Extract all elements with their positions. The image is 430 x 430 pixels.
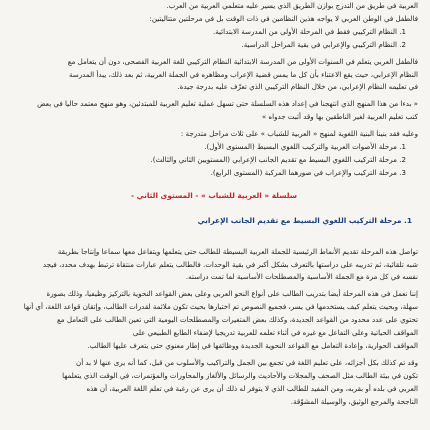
list-item: 1. مرحلة الأصوات العربية والتركيب اللغوي البسيط (المستوى الأول).: [204, 142, 406, 152]
paragraph-line: تواصل هذه المرحلة تقديم الأنماط الرئيسية للجملة العربية البسيطة للطالب حتى يتعلمها ويتفاعل معها سماعا وإنتاجا بطريقة: [57, 246, 418, 256]
paragraph-line: نفسه في كل مرة مع الجملة الأساسية والمصطلحات الأساسية لما تمت دراسته.: [185, 272, 418, 282]
paragraph-line: تحتوي على عدد محدود من القواعد الجديدة، وكذلك بعض المتغيرات والمصطلحات اليومية التي تعين الطالب على التعامل مع: [57, 315, 418, 325]
paragraph-line: في تعليمه النظام الإعرابي، من خلال النظام التركيبي الذي تعرّف عليه بدرجة جيدة.: [177, 82, 418, 92]
paragraph-line: تكون في بيئة الطالب مثل الصحف والمجلات والأحاديث والرسائل والألغاز والمحاورات والمؤتمرات، في الوقت الذي يتعلمها: [62, 370, 418, 380]
quote-paragraph: [10, 98, 418, 124]
paragraph: [10, 246, 418, 285]
paragraph-line: وقد تم كذلك بكل أجزائه، على تعليم اللغة في تجمع بين الجمل والتراكيب والأسلوب من قبل، كما أنه يرى عنها لا بد أن: [76, 357, 418, 367]
intro-line: فالطفل في الوطن العربي لا يواجه هذين النظامين في ذات الوقت بل في مرحلتين متتاليتين:: [149, 13, 418, 23]
paragraph: [10, 288, 418, 353]
stages-list-a: [10, 26, 418, 52]
intro-block: [10, 0, 418, 26]
paragraph-line: « بدءا من هذا المنهج الذي انتهجنا في إعداد هذه السلسلة حتى تسهل عملية تعليم العربية للمبتدئين، وهو منهج معتمد حاليا في بعض: [37, 99, 418, 109]
list-item: 2. مرحلة التركيب اللغوي البسيط مع تقديم الجانب الإعرابي (المستويين الثاني والثالث).: [150, 154, 406, 164]
list-item: 3. مرحلة التركيب والإعراب في صورهما المركبة (المستوى الرابع).: [210, 167, 406, 177]
paragraph-line: شبه تلقائية، ثم تدريبه على دراستها بالتعرف بشكل أكبر في بقية الوحدات. فالطالب يتعلم عبارات منتقاة ترتبط بهدف محدد، فيجد: [42, 259, 418, 269]
paragraph-line: سهلة، وبحيث يتعلم كيف يستخدمها في يسر، فجميع النصوص تم اختيارها بحيث تكون ملائمة لقدرات الطالب، وإتقان قواعد اللغة، أي أنها: [23, 302, 418, 312]
paragraph-line: المواقف الحياتية وعلى التفاعل مع غيره في أثناء تعلمه للعربية تدريجيا لإضفاء الطابع الطبيعي على: [132, 328, 418, 338]
paragraph: [10, 357, 418, 409]
paragraph-line: النظام الإعرابي، حيث يقع الاعتناء بأن كل ما يمس قضية الإعراب ومظاهره في الجملة العربية، ثم بعد ذلك، يبدأ المدرسة: [69, 69, 418, 79]
stages-list-b: [10, 141, 418, 180]
section-heading: 1. مرحلة التركيب اللغوي البسيط مع تقديم الجانب الإعرابي: [197, 215, 412, 225]
paragraph-line: العربي في بلده أو بقربه، ومن المفيد للطالب الذي لا يتوفر له ذلك أن يرى عن رغبة في تعلم اللغة العربية، أن هذه: [86, 383, 418, 393]
list-item: 2. النظام التركيبي والإعرابي في بقية المراحل الدراسية.: [241, 39, 406, 49]
paragraph-line: إننا نعمل في هذه المرحلة أيضا بتدريب الطالب على أنواع النحو العربي وعلى بعض القواعد النحوية بالتركيز وظيفيا، وذلك بصورة: [46, 289, 418, 299]
paragraph-line: وعليه فقد بنينا البنية اللغوية لمنهج « العربية للشباب » على ثلاث مراحل متدرجة :: [180, 129, 418, 139]
intro-line: العربية في طريق من التدرج بوازن الطريق الذي يسير عليه متعلمي العربية من العرب.: [166, 1, 418, 10]
list-item: 1. النظام التركيبي فقط في المرحلة الأولى من المدرسة الابتدائية.: [212, 26, 406, 36]
paragraph-line: الناجحة والمرجع الوثيق، والوسيلة المشوّقة.: [290, 396, 418, 406]
paragraph: [10, 56, 418, 95]
paragraph-line: كتب تعليم العربية لغير الناطقين بها وقد أثبت جدواه »: [261, 112, 418, 122]
paragraph-line: فالطفل العربي يتعلم في السنوات الأولى من المدرسة الابتدائية النظام التركيبي للغة العربية الفصحى، دون أن يتعامل مع: [67, 56, 418, 66]
series-title: سلسلة « العربية للشباب » - المستوى الثاني -: [130, 190, 297, 200]
paragraph-line: المواقف الحوارية، وإعادة التعامل مع القواعد النحوية الجديدة ووظائفها في إطار معنوي حتى يتعرف عليها الطالب.: [87, 340, 418, 350]
